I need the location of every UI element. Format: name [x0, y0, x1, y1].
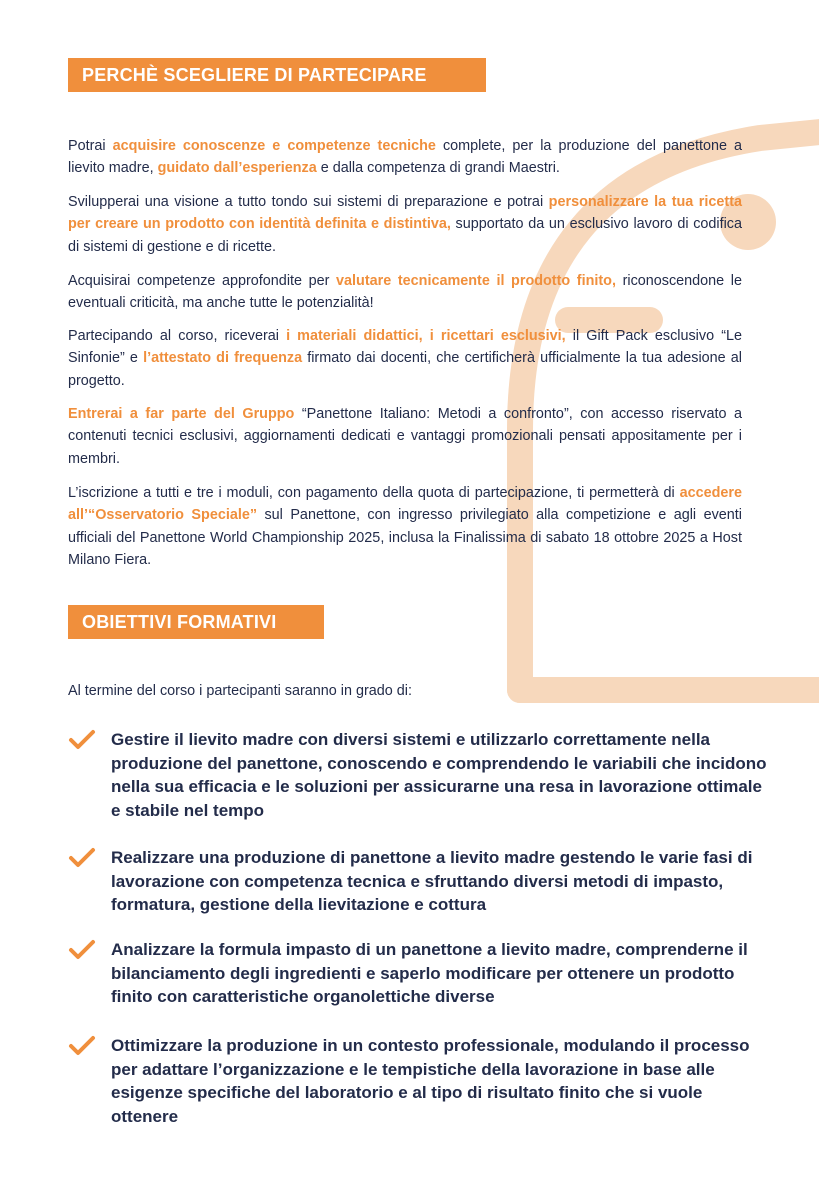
objective-text: Gestire il lievito madre con diversi sistemi e utilizzarlo correttamente nella produzione del panettone, conoscendo e comprendendo le variabili che incidono nella sua efficacia e le soluzioni per assicurarne una resa in lavorazione ottimale e stabile nel tempo — [111, 730, 767, 820]
checkmark-icon — [68, 728, 96, 752]
paragraph-personalizzare: Svilupperai una visione a tutto tondo sui sistemi di preparazione e potrai personalizzare la tua ricetta per creare un prodotto con identità definita e distintiva, supportato da un esclusivo lavoro di codifica di sistemi di gestione e di ricette. — [68, 194, 743, 255]
objectives-intro: Al termine del corso i partecipanti saranno in grado di: — [68, 683, 412, 699]
checkmark-icon — [68, 1034, 96, 1058]
section-title-obiettivi: OBIETTIVI FORMATIVI — [68, 605, 324, 639]
section-title-perche: PERCHÈ SCEGLIERE DI PARTECIPARE — [68, 58, 486, 92]
objective-text: Realizzare una produzione di panettone a lievito madre gestendo le varie fasi di lavorazione con competenza tecnica e sfruttando diversi metodi di impasto, formatura, gestione della lievitazione e cottura — [111, 848, 753, 915]
objective-text: Analizzare la formula impasto di un panettone a lievito madre, comprenderne il bilanciamento degli ingredienti e saperlo modificare per ottenere un prodotto finito con caratteristiche organolettiche diverse — [111, 940, 748, 1007]
paragraph-conoscenze: Potrai acquisire conoscenze e competenze tecniche complete, per la produzione del panettone a lievito madre, guidato dall’esperienza e dalla competenza di grandi Maestri. — [68, 138, 743, 177]
paragraph-osservatorio: L’iscrizione a tutti e tre i moduli, con pagamento della quota di partecipazione, ti permetterà di accedere all’“Osservatorio Speciale” sul Panettone, con ingresso privilegiato alla competizione e agli eventi ufficiali del Panettone World Championship 2025, inclusa la Finalissima di sabato 18 ottobre 2025 a Host Milano Fiera. — [68, 485, 742, 569]
checkmark-icon — [68, 846, 96, 870]
paragraph-valutare: Acquisirai competenze approfondite per valutare tecnicamente il prodotto finito, riconoscendone le eventuali criticità, ma anche tutte le potenzialità! — [68, 273, 742, 312]
checkmark-icon — [68, 938, 96, 962]
paragraph-materiali: Partecipando al corso, riceverai i materiali didattici, i ricettari esclusivi, il Gift Pack esclusivo “Le Sinfonie” e l’attestato di frequenza firmato dai docenti, che certificherà ufficialmente la tua adesione al progetto. — [68, 328, 742, 389]
objective-text: Ottimizzare la produzione in un contesto professionale, modulando il processo per adattare l’organizzazione e le tempistiche della lavorazione in base alle esigenze specifiche del laboratorio e al tipo di risultato finito che si vuole ottenere — [111, 1036, 750, 1126]
paragraph-gruppo: Entrerai a far parte del Gruppo “Panettone Italiano: Metodi a confronto”, con accesso riservato a contenuti tecnici esclusivi, aggiornamenti dedicati e vantaggi promozionali pensati appositamente per i membri. — [68, 406, 742, 467]
